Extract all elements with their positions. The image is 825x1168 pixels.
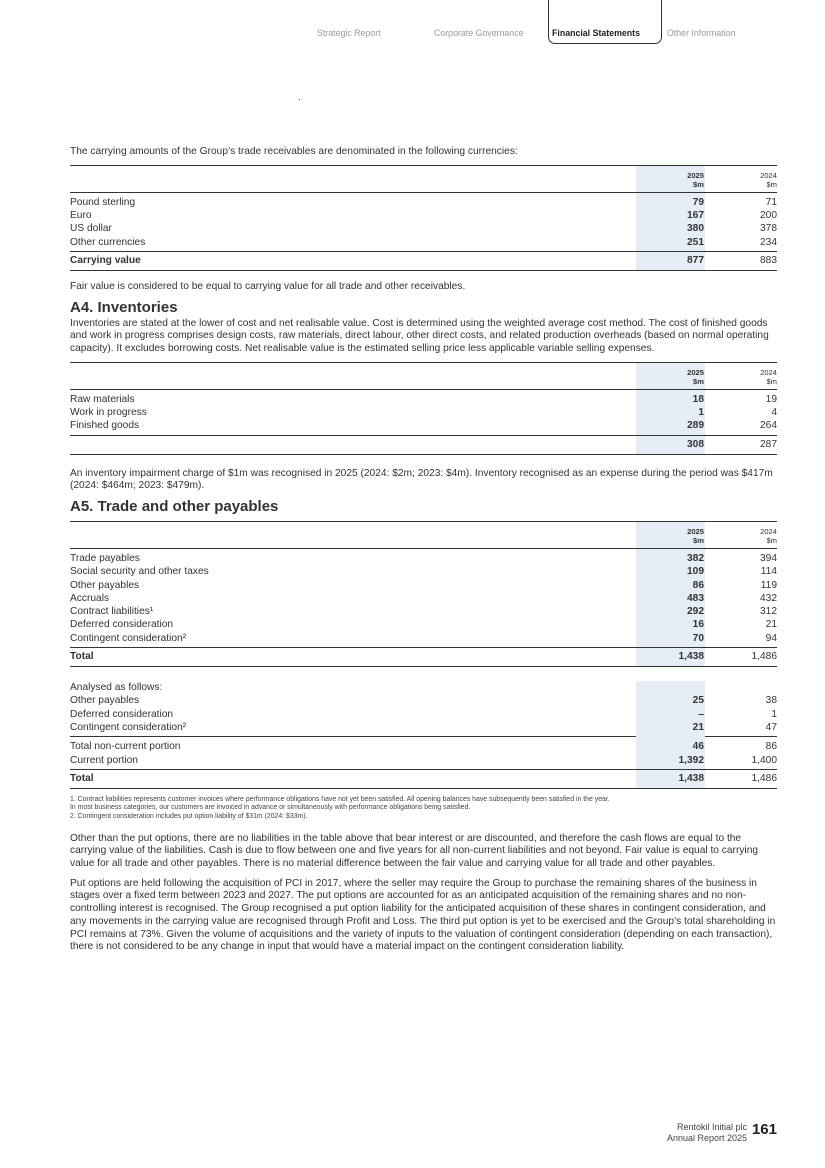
- inventories-table: [70, 362, 777, 455]
- payables-paragraph-2: Put options are held following the acquisition of PCI in 2017, where the seller may require the Group to purchase the remaining shares of the business in stages over a fixed term between 2023 and 2027. The put options are accounted for as an anticipated acquisition of the remaining shares and no non-controlling interest is recognised. The Group recognised a put option liability for the anticipated acquisition of these shares in contingent consideration, and any movements in the carrying value are recognised through Profit and Loss. The third put option is yet to be exercised and the Group’s total shareholding in PCI remains at 73%. Given the volume of acquisitions and the variety of inputs to the valuation of contingent consideration (depending on each transaction), there is not considered to be any change in input that would have a material impact on the contingent consideration liability.: [70, 877, 776, 953]
- table-row: Euro 167 200: [70, 210, 777, 221]
- table-row: Contract liabilities¹ 292 312: [70, 606, 777, 618]
- table-row: Other currencies 251 234: [70, 236, 777, 248]
- table-row: Work in progress 1 4: [70, 407, 777, 418]
- header-2024: 2024 $m: [760, 170, 777, 189]
- table-row: Other payables 25 38: [70, 695, 777, 707]
- footnote-2: 2. Contingent consideration includes put option liability of $31m (2024: $33m).: [70, 813, 308, 821]
- inventories-text: Inventories are stated at the lower of cost and net realisable value. Cost is determined using the weighted average cost method. The cost of finished goods and work in progress comprises design costs, raw materials, direct labour, other direct costs, and related production overheads (based on normal operating capacity). It excludes borrowing costs. Net realisable value is the estimated selling price less applicable variable selling expenses.: [70, 317, 769, 354]
- inventory-impairment-note: An inventory impairment charge of $1m was recognised in 2025 (2024: $2m; 2023: $4m). Inventory recognised as an expense during the period was $417m (2024: $464m; 2023: $479m).: [70, 467, 773, 492]
- tab-strategic-report[interactable]: Strategic Report: [317, 28, 381, 38]
- table-row: Contingent consideration² 70 94: [70, 632, 777, 644]
- payables-paragraph-1: Other than the put options, there are no liabilities in the table above that bear interest or are discounted, and therefore the cash flows are equal to the carrying value of the liabilities. Cash is due to flow between one and five years for all non-current liabilities and not beyond. Fair value is equal to carrying value for all trade and other payables. There is no material difference between the fair value and carrying value for all trade and other payables.: [70, 832, 759, 870]
- footnote-1-continued: In most business categories, our customers are invoiced in advance or simultaneously with performance obligations being satisfied.: [70, 804, 471, 812]
- header-2024: 2024 $m: [760, 527, 777, 545]
- total-row: Total 1,438 1,486: [70, 647, 777, 667]
- currencies-intro: The carrying amounts of the Group’s trade receivables are denominated in the following currencies:: [70, 146, 518, 157]
- footnote-1: 1. Contract liabilities represents customer invoices where performance obligations have not yet been satisfied. All opening balances have subsequently been satisfied in the year.: [70, 795, 610, 803]
- table-header: [70, 166, 777, 193]
- fair-value-note: Fair value is considered to be equal to carrying value for all trade and other receivables.: [70, 280, 466, 292]
- payables-heading: A5. Trade and other payables: [70, 498, 279, 515]
- table-row: Total non-current portion 46 86: [70, 741, 777, 753]
- header-2025: 2025 $m: [687, 527, 704, 545]
- page-content: [70, 146, 777, 954]
- table-row: Finished goods 289 264: [70, 420, 777, 432]
- page-number: 161: [751, 1121, 777, 1138]
- table-row: Raw materials 18 19: [70, 393, 777, 405]
- table-row: US dollar 380 378: [70, 223, 777, 235]
- tab-financial-statements[interactable]: Financial Statements: [548, 0, 662, 44]
- tab-other-information[interactable]: Other Information: [667, 28, 736, 38]
- inventories-heading: A4. Inventories: [70, 298, 178, 316]
- table-row: Trade payables 382 394: [70, 553, 777, 564]
- table-header: [70, 363, 777, 390]
- total-row: Total 1,438 1,486: [70, 769, 777, 789]
- table-row: Contingent consideration² 21 47: [70, 721, 777, 733]
- total-row: Carrying value 877 883: [70, 251, 777, 271]
- header-2025: 2025 $m: [687, 367, 704, 386]
- report-name: Annual Report 2025: [666, 1133, 747, 1143]
- table-row: Accruals 483 432: [70, 592, 777, 604]
- stray-dot: [299, 99, 300, 100]
- company-name: Rentokil Initial plc: [676, 1122, 747, 1132]
- table-row: Social security and other taxes 109 114: [70, 566, 777, 578]
- table-header: [70, 522, 777, 549]
- header-2024: 2024 $m: [760, 367, 777, 386]
- payables-table: [70, 521, 777, 667]
- analysed-label: Analysed as follows:: [70, 682, 163, 694]
- payables-analysis-table: [70, 681, 777, 789]
- footnotes: [70, 796, 777, 822]
- currencies-table: [70, 165, 777, 271]
- table-row: Current portion 1,392 1,400: [70, 754, 777, 766]
- table-row: Other payables 86 119: [70, 579, 777, 591]
- footer-text: [667, 1122, 747, 1144]
- total-row: 308 287: [70, 435, 777, 455]
- tab-corporate-governance[interactable]: Corporate Governance: [434, 28, 524, 38]
- header-2025: 2025 $m: [687, 170, 704, 189]
- table-row: Pound sterling 79 71: [70, 196, 777, 208]
- section-nav: [0, 0, 825, 44]
- table-row: Deferred consideration 16 21: [70, 619, 777, 631]
- table-row: Deferred consideration – 1: [70, 708, 777, 720]
